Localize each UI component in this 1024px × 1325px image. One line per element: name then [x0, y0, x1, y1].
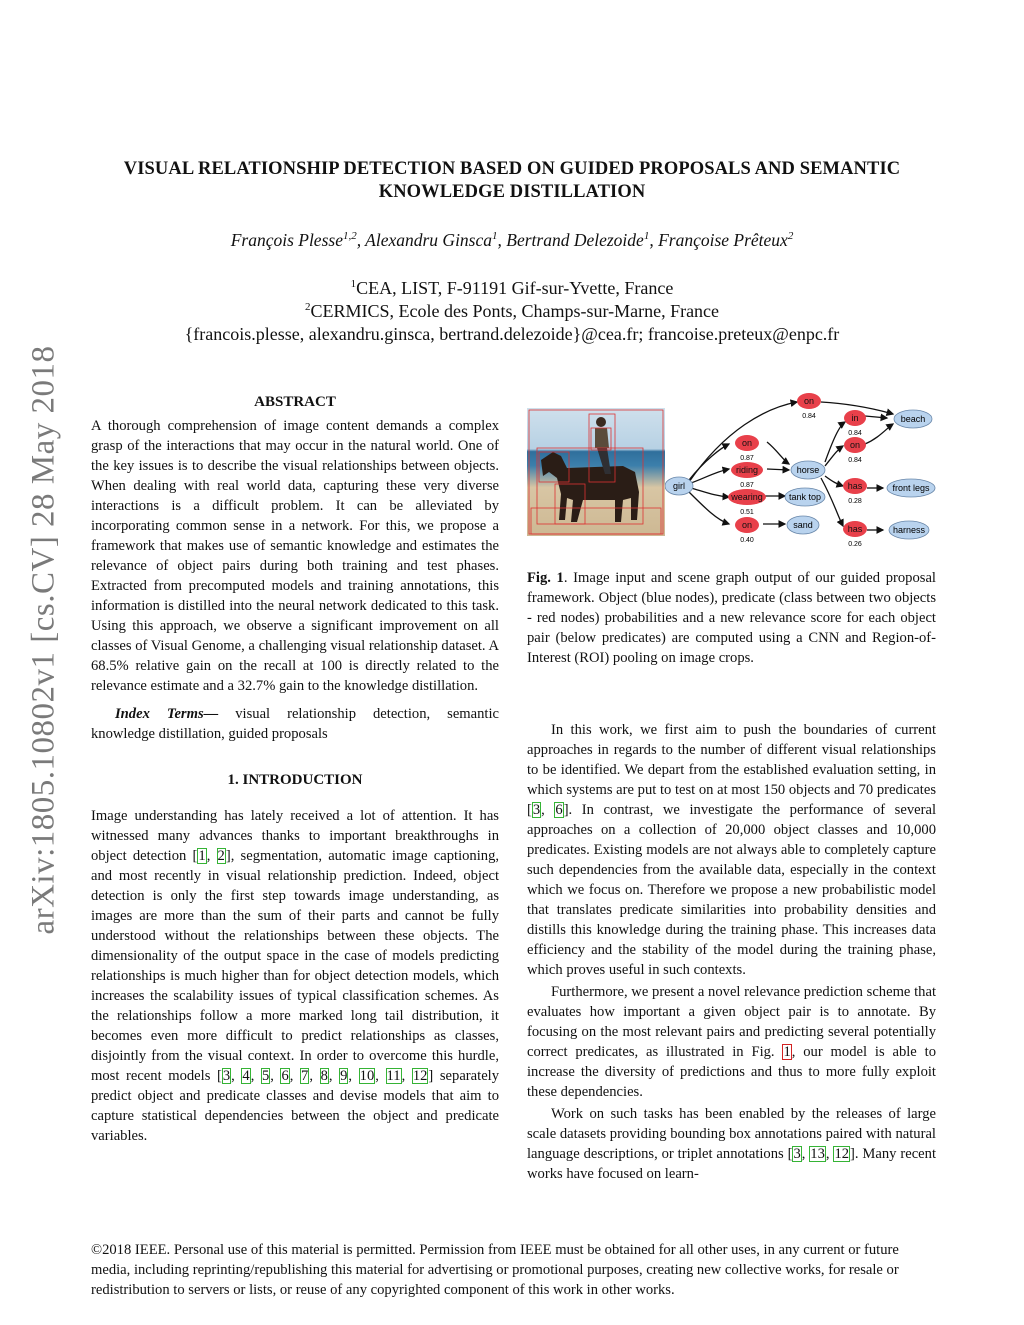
text-run: ]. In contrast, we investigate the performance of several approaches on a collection of 20,000 object classes and 10,000 predicates. Existing models are not always able to completely capture such dependencies from the available data, especially in the context which we focus on. Therefore we propose a new probabilistic model that translates predicate similarities into probability densities and distills this knowledge during the training phase. This increases data efficiency and the stability of the model during the training phase, which proves useful in such contexts.	[527, 802, 936, 978]
text-run: In this work, we first aim to push the boundaries of current approaches in regards to the number of different visual relationships to be identified. We depart from the established evaluation setting, in which systems are put to test on at most 150 objects and 70 predicates [	[527, 722, 936, 818]
relevance-score: 0.87	[740, 482, 754, 489]
citation-link[interactable]: 3	[793, 1146, 801, 1162]
predicate-node	[843, 478, 867, 505]
graph-edge	[825, 422, 845, 462]
index-terms-label: Index Terms—	[115, 706, 219, 722]
citation-link[interactable]: 1	[198, 848, 206, 864]
copyright-notice: ©2018 IEEE. Personal use of this material is permitted. Permission from IEEE must be obtained for all other uses, in any current or future media, including reprinting/republishing this material for advertising or promotional purposes, creating new collective works, for resale or redistribution to servers or lists, or reuse of any copyrighted component of this work in other works.	[91, 1242, 899, 1298]
rider-body	[595, 428, 609, 448]
object-node-front-legs	[887, 479, 935, 497]
graph-edge	[691, 488, 729, 497]
scene-graph	[665, 390, 947, 555]
relevance-score: 0.84	[848, 457, 862, 464]
relevance-score: 0.84	[848, 430, 862, 437]
node-label: sand	[793, 520, 813, 530]
graph-edge	[767, 469, 789, 470]
separator: ,	[541, 802, 555, 818]
figure-1	[527, 390, 947, 560]
intro-paragraph: Image understanding has lately received a lot of attention. It has witnessed many advances thanks to important breakthroughs in object detection [1, 2], segmentation, automatic image captioning, and most recently in visual relationship prediction. Indeed, object detection is only the first step towards image understanding, as images are more than the sum of their parts and cannot be fully understood without the relationships between these objects. The dimensionality of the output space in the case of models predicting relationships is much higher than for object detection models, which increases the scalability issues of typical classification schemes. As the relationships follow a more marked long tail distribution, it becomes even more difficult to predict relationships as classes, disjointly from the visual context. In order to overcome this hurdle, most recent models [3, 4, 5, 6, 7, 8, 9, 10, 11, 12] separately predict object and predicate classes and devise models that aim to capture statistical dependencies between the object and predicate variables.	[91, 808, 500, 1144]
right-paragraph-3	[527, 1104, 936, 1184]
citation-link[interactable]: 13	[810, 1146, 825, 1162]
author: François Plesse	[230, 230, 343, 250]
right-column	[527, 568, 936, 1184]
citation-link[interactable]: 3	[532, 802, 541, 818]
predicate-node	[728, 489, 766, 516]
citation-link[interactable]: 6	[555, 802, 563, 818]
horse-silhouette	[541, 452, 639, 522]
photo-illustration	[527, 408, 665, 536]
figure-reference-link[interactable]: 1	[783, 1044, 791, 1060]
relevance-score: 0.51	[740, 509, 754, 516]
node-label: girl	[672, 481, 686, 491]
author-affiliation-mark: 2	[787, 230, 794, 243]
affiliation-text: CEA, LIST, F-91191 Gif-sur-Yvette, France	[356, 278, 674, 298]
horse-rider-photo	[527, 408, 665, 536]
relevance-score: 0.28	[848, 498, 862, 505]
predicate-label: on	[803, 396, 815, 406]
object-node-horse	[791, 461, 825, 479]
relevance-score: 0.40	[740, 537, 754, 544]
right-paragraph-1	[527, 720, 936, 980]
predicate-node	[731, 462, 763, 489]
predicate-label: riding	[735, 465, 759, 475]
predicate-label: on	[741, 520, 753, 530]
proposal-box-sand	[531, 508, 661, 534]
abstract-text: A thorough comprehension of image content demands a complex grasp of the interactions that may occur in the natural world. One of the key issues is to describe the visual relationships between objects. When dealing with real world data, capturing these very diverse interactions is a difficult problem. It can be alleviated by incorporating common sense in a network. For this, we propose a framework that makes use of semantic knowledge and estimates the relevance of object pairs during both training and test phases. Extracted from precomputed models and training annotations, this information is distilled into the neural network dedicated to this task. Using this approach, we observe a significant improvement on all classes of Visual Genome, a challenging visual relationship dataset. A 68.5% relative gain on the recall at 100 is directly related to the relevance estimate and a 32.7% gain to the knowledge distillation.	[91, 418, 499, 694]
object-node-sand	[787, 516, 819, 534]
figure-1-caption	[527, 568, 936, 668]
author-affiliation-mark: 1	[492, 230, 498, 243]
relevance-score: 0.87	[740, 455, 754, 462]
title-line-2: KNOWLEDGE DISTILLATION	[378, 182, 646, 202]
right-paragraph-2	[527, 982, 936, 1102]
author: Alexandru Ginsca	[365, 230, 493, 250]
affiliation-1	[60, 278, 964, 299]
citation-link[interactable]: 4	[242, 1068, 250, 1084]
citation-link[interactable]: 12	[834, 1146, 850, 1162]
author: Bertrand Delezoide	[506, 230, 644, 250]
predicate-node	[844, 437, 866, 464]
relevance-score: 0.26	[848, 541, 862, 548]
graph-edge	[767, 442, 789, 464]
citation-link[interactable]: 2	[217, 848, 225, 864]
citation-link[interactable]: 7	[301, 1068, 309, 1084]
affiliation-text: CERMICS, Ecole des Ponts, Champs-sur-Marne, France	[310, 301, 720, 321]
author-affiliation-mark: 1,2	[342, 230, 357, 243]
author-affiliation-mark: 1	[643, 230, 650, 243]
citation-link[interactable]: 3	[222, 1068, 231, 1084]
citation-link[interactable]: 9	[340, 1068, 348, 1084]
caption-text: . Image input and scene graph output of our guided proposal framework. Object (blue nodes), predicate (class between two objects - red nodes) probabilities and a new relevance score for each object pair (below predicates) are computed using a CNN and Region-of-Interest (ROI) pooling on image crops.	[527, 570, 936, 666]
citation-link[interactable]: 8	[320, 1068, 328, 1084]
text-run: ]. Many recent works have focused on learn-	[527, 1146, 937, 1182]
object-node-beach	[894, 410, 932, 428]
graph-edge	[865, 416, 887, 418]
author: Françoise Prêteux	[658, 230, 788, 250]
relevance-score: 0.84	[802, 413, 816, 420]
text-run: Work on such tasks has been enabled by the releases of large scale datasets providing bounding box annotations paired with natural language descriptions, or triplet annotations [	[527, 1106, 936, 1162]
arxiv-stamp: arXiv:1805.10802v1 [cs.CV] 28 May 2018	[25, 345, 62, 935]
predicate-node	[735, 517, 759, 544]
separator: ,	[801, 1146, 810, 1162]
text-run: , our model is able to increase the diversity of predictions and thus to more fully exploit these dependencies.	[527, 1044, 936, 1100]
predicate-node	[735, 435, 759, 462]
text-run: Image understanding has lately received a lot of attention. It has witnessed many advances thanks to important breakthroughs in object detection	[91, 808, 499, 864]
affiliation-mark: 2	[304, 301, 311, 313]
index-terms	[91, 704, 499, 744]
predicate-label: in	[851, 413, 859, 423]
separator: ,	[825, 1146, 834, 1162]
citation-link[interactable]: 6	[281, 1068, 289, 1084]
graph-edge	[865, 424, 893, 444]
node-label: beach	[900, 414, 926, 424]
node-label: harness	[892, 525, 926, 535]
object-nodes	[665, 410, 935, 539]
text-run: ], segmentation, automatic image captioning, and most recently in visual relationship prediction. Indeed, object detection is only the first step towards image understanding, as images are more than the sum of their parts and cannot be fully understood without the relationships between these objects. The dimensionality of the output space in the case of models predicting relationships is much higher than for object detection models, which increases the scalability issues of typical classification schemes. As the relationships follow a more marked long tail distribution, it becomes even more difficult to predict relationships as classes, disjointly from the visual context. In order to overcome this hurdle, most recent models [	[91, 848, 500, 1084]
predicate-label: wearing	[731, 492, 763, 502]
object-node-harness	[889, 521, 929, 539]
separator: ,	[649, 230, 659, 250]
author-emails: {francois.plesse, alexandru.ginsca, bertrand.delezoide}@cea.fr; francoise.preteux@enpc.fr	[184, 324, 840, 344]
object-node-girl	[665, 477, 693, 495]
citation-link[interactable]: 10	[359, 1068, 375, 1084]
predicate-node	[843, 521, 867, 548]
affiliation-mark: 1	[350, 278, 357, 290]
text-run: Furthermore, we present a novel relevance prediction scheme that evaluates how important a given object pair is to annotate. By focusing on the most relevant pairs and predicting several potentially correct predicates, as illustrated in Fig.	[527, 984, 936, 1060]
predicate-node	[844, 410, 866, 437]
predicate-label: has	[847, 481, 863, 491]
text-run: ] separately predict object and predicate classes and devise models that aim to capture statistical dependencies between the object and predicate variables.	[91, 1068, 500, 1144]
author-list	[60, 230, 964, 251]
separator: ,	[497, 230, 507, 250]
abstract-heading: ABSTRACT	[254, 394, 336, 410]
node-label: tank top	[788, 492, 822, 502]
affiliation-2	[60, 301, 964, 322]
predicate-label: on	[849, 440, 861, 450]
predicate-label: on	[741, 438, 753, 448]
paper-title	[60, 158, 964, 204]
predicate-node	[797, 393, 821, 420]
object-node-tank-top	[785, 488, 825, 506]
citation-link[interactable]: 12	[412, 1068, 428, 1084]
predicate-label: has	[847, 524, 863, 534]
section-heading-introduction: 1. INTRODUCTION	[227, 772, 363, 788]
figure-1-label: Fig. 1	[527, 570, 564, 586]
node-label: horse	[796, 465, 820, 475]
left-column	[91, 392, 499, 1146]
citation-link[interactable]: 11	[386, 1068, 401, 1084]
index-terms-text: visual relationship detection, semantic knowledge distillation, guided proposals	[91, 706, 500, 742]
node-label: front legs	[892, 483, 930, 493]
separator: ,	[206, 848, 217, 864]
separator: ,	[356, 230, 366, 250]
title-line-1: VISUAL RELATIONSHIP DETECTION BASED ON GUIDED PROPOSALS AND SEMANTIC	[123, 159, 901, 179]
rider-head	[596, 417, 606, 427]
graph-edge	[825, 476, 843, 486]
citation-link[interactable]: 5	[261, 1068, 270, 1084]
